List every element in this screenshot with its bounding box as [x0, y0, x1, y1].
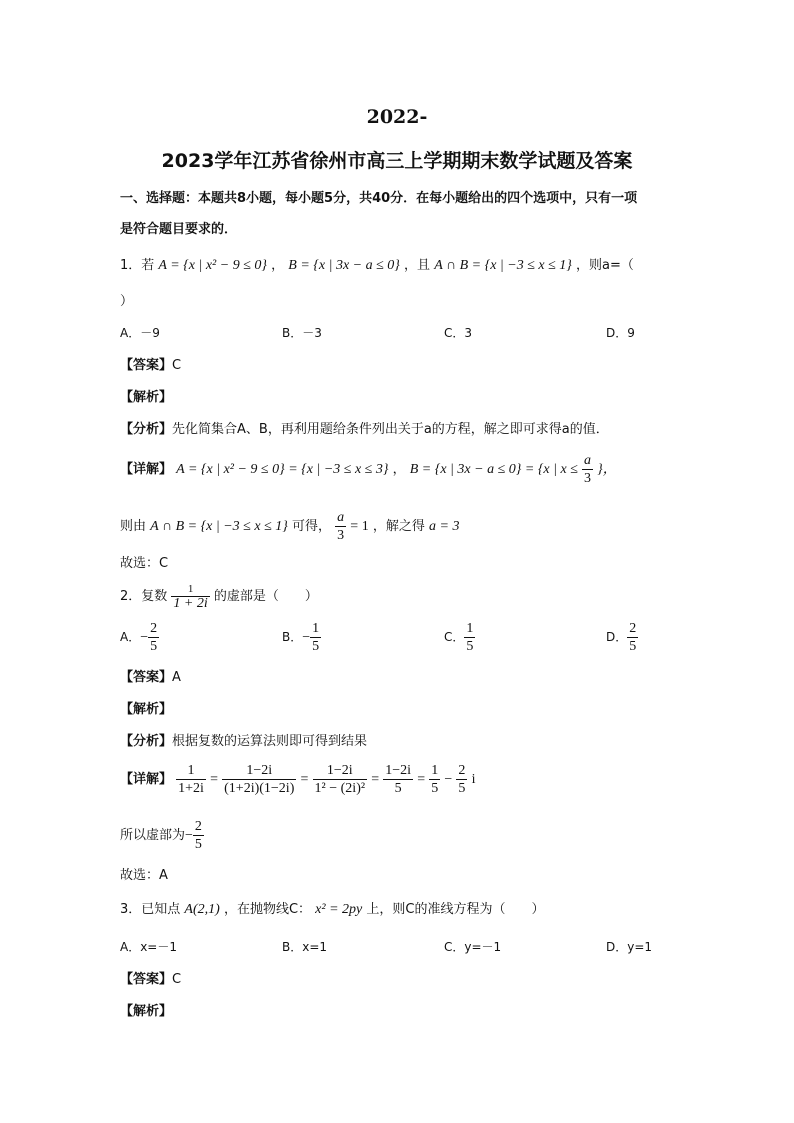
equals-sign: = — [300, 772, 309, 787]
q1-frac-a-over-3b — [335, 509, 346, 544]
q2-option-b — [282, 620, 321, 655]
frac-numerator: 1−2i — [222, 762, 296, 780]
q3-analysis-label: 【解析】 — [120, 1004, 173, 1019]
frac-numerator: 1 — [171, 582, 209, 597]
frac-denominator: 5 — [312, 639, 320, 654]
q2-option-a — [120, 620, 159, 655]
q1-answer: C — [172, 358, 182, 373]
option-letter: C． — [444, 630, 465, 644]
q1-option-d: D．9 — [606, 326, 635, 340]
q1-stem — [120, 254, 634, 274]
q1-detail2-result: a = 3 — [429, 519, 460, 534]
frac-denominator: 5 — [431, 781, 439, 796]
q3-text-3: 上，则C的准线方程为（ ） — [366, 902, 545, 917]
q1-and: ，且 — [404, 258, 431, 273]
frac-denominator: 1 + 2i — [173, 596, 208, 611]
q1-intersection: A ∩ B = {x | −3 ≤ x ≤ 1} — [434, 258, 572, 273]
q1-set-a: A = {x | x² − 9 ≤ 0} — [158, 258, 267, 273]
frac-numerator: 1 — [431, 763, 439, 778]
q3-stem — [120, 898, 544, 918]
q2-answer: A — [172, 670, 181, 685]
q3-option-b: B．x=1 — [282, 940, 328, 954]
answer-label: 【答案】 — [120, 358, 173, 373]
q2-result-row — [120, 818, 204, 853]
q1-detail-b2: {x | x ≤ — [537, 462, 578, 477]
q1-option-b: B．－3 — [282, 326, 322, 340]
q1-fenxi: 先化简集合A、B，再利用题给条件列出关于a的方程，解之即可求得a的值． — [172, 422, 609, 437]
frac-denominator: 3 — [584, 471, 592, 486]
answer-label: 【答案】 — [120, 670, 173, 685]
option-letter: B． — [282, 630, 303, 644]
q2-detail-row — [120, 762, 475, 797]
frac-denominator: 5 — [629, 639, 637, 654]
option-letter: D． — [606, 630, 628, 644]
q2-detail-frac-3 — [313, 762, 368, 797]
q1-separator: ， — [271, 258, 285, 273]
q1-answer-row — [120, 354, 181, 373]
frac-numerator: a — [584, 453, 592, 468]
title-line-2: 2023学年江苏省徐州市高三上学期期末数学试题及答案 — [161, 150, 633, 172]
frac-numerator: 2 — [194, 819, 202, 834]
q3-answer: C — [172, 972, 182, 987]
q1-detail2-text: 则由 — [120, 519, 147, 534]
q1-detail-b: B = {x | 3x − a ≤ 0} = — [409, 462, 538, 477]
q2-option-d — [606, 620, 638, 655]
q3-answer-row — [120, 968, 181, 987]
q1-detail-row-1 — [120, 452, 617, 487]
q2-detail-frac-6 — [456, 762, 467, 797]
q1-set-b: B = {x | 3x − a ≤ 0} — [288, 258, 400, 273]
q1-detail-a: A = {x | x² − 9 ≤ 0} = {x | −3 ≤ x ≤ 3} — [176, 462, 389, 477]
q2-fenxi: 根据复数的运算法则即可得到结果 — [172, 734, 368, 749]
q3-text-2: ，在抛物线C： — [223, 902, 312, 917]
fenxi-label: 【分析】 — [120, 734, 173, 749]
section-heading-line-1: 一、选择题：本题共8小题，每小题5分，共40分．在每小题给出的四个选项中，只有一项 — [120, 191, 638, 206]
q2-detail-frac-1 — [176, 762, 206, 797]
frac-numerator: 2 — [629, 621, 637, 636]
q3-option-c: C．y=－1 — [444, 940, 502, 954]
q2-detail-frac-5 — [429, 762, 440, 797]
q1-detail2-text2: 可得， — [292, 519, 332, 534]
q2-analysis-label: 【解析】 — [120, 702, 173, 717]
imaginary-unit: i — [471, 772, 476, 787]
equals-sign: = — [371, 772, 380, 787]
detail-label: 【详解】 — [120, 772, 173, 787]
q2-result-sign: − — [185, 828, 193, 843]
q1-option-a: A．－9 — [120, 326, 160, 340]
q1-detail2-eq: = 1 — [350, 519, 369, 534]
frac-denominator: 5 — [194, 837, 202, 852]
q1-detail-b3: }， — [597, 462, 617, 477]
option-sign: − — [302, 630, 311, 645]
q1-option-c: C．3 — [444, 326, 473, 340]
q2-number: 2．复数 — [120, 589, 168, 604]
q1-detail-row-2 — [120, 509, 459, 544]
q1-number: 1．若 — [120, 258, 155, 273]
frac-denominator: 5 — [458, 781, 466, 796]
q2-frac — [171, 582, 209, 611]
q1-ask: ，则a=（ — [576, 258, 634, 273]
q3-option-a: A．x=－1 — [120, 940, 178, 954]
title-line-1: 2022- — [366, 106, 428, 128]
frac-denominator: 5 — [150, 639, 158, 654]
option-letter: A． — [120, 630, 141, 644]
q2-choice: 故选：A — [120, 868, 168, 883]
frac-numerator: 1−2i — [313, 762, 368, 780]
option-frac — [310, 620, 321, 655]
q1-detail-comma: ， — [392, 462, 406, 477]
frac-numerator: 2 — [150, 621, 158, 636]
frac-numerator: 1 — [466, 621, 474, 636]
q3-option-d: D．y=1 — [606, 940, 653, 954]
detail-label: 【详解】 — [120, 462, 173, 477]
answer-label: 【答案】 — [120, 972, 173, 987]
frac-denominator: 5 — [394, 781, 402, 796]
q2-option-c — [444, 620, 475, 655]
q2-result-frac — [193, 818, 204, 853]
q2-detail-frac-2 — [222, 762, 296, 797]
option-frac — [627, 620, 638, 655]
option-sign: − — [140, 630, 149, 645]
q2-result-text: 所以虚部为 — [120, 828, 186, 843]
q2-answer-row — [120, 666, 181, 685]
frac-numerator: 2 — [458, 763, 466, 778]
q3-point: A(2,1) — [184, 902, 220, 917]
q2-detail-frac-4 — [383, 762, 413, 797]
q1-detail2-text3: ，解之得 — [372, 519, 425, 534]
q1-frac-a-over-3 — [582, 452, 593, 487]
q1-choice: 故选：C — [120, 556, 169, 571]
frac-denominator: 5 — [466, 639, 474, 654]
frac-numerator: 1−2i — [385, 763, 412, 778]
q3-text-1: 3．已知点 — [120, 902, 181, 917]
option-frac — [148, 620, 159, 655]
q1-analysis-label: 【解析】 — [120, 390, 173, 405]
q2-fenxi-row — [120, 730, 367, 749]
equals-sign: = — [210, 772, 218, 787]
option-frac — [464, 620, 475, 655]
q3-equation: x² = 2py — [315, 902, 363, 917]
frac-denominator: 1+2i — [178, 781, 204, 796]
q1-close-paren: ） — [120, 294, 134, 309]
q1-detail2-inter: A ∩ B = {x | −3 ≤ x ≤ 1} — [150, 519, 288, 534]
fenxi-label: 【分析】 — [120, 422, 173, 437]
frac-numerator: a — [337, 510, 345, 525]
frac-denominator: 1² − (2i)² — [314, 781, 366, 796]
frac-denominator: 3 — [337, 528, 345, 543]
frac-numerator: 1 — [312, 621, 320, 636]
frac-denominator: (1+2i)(1−2i) — [224, 781, 295, 796]
q2-stem — [120, 582, 318, 611]
frac-numerator: 1 — [176, 762, 206, 780]
q1-fenxi-row — [120, 418, 609, 437]
q2-ask: 的虚部是（ ） — [213, 589, 318, 604]
minus-sign: − — [444, 772, 453, 787]
section-heading-line-2: 是符合题目要求的． — [120, 222, 238, 237]
equals-sign: = — [417, 772, 426, 787]
